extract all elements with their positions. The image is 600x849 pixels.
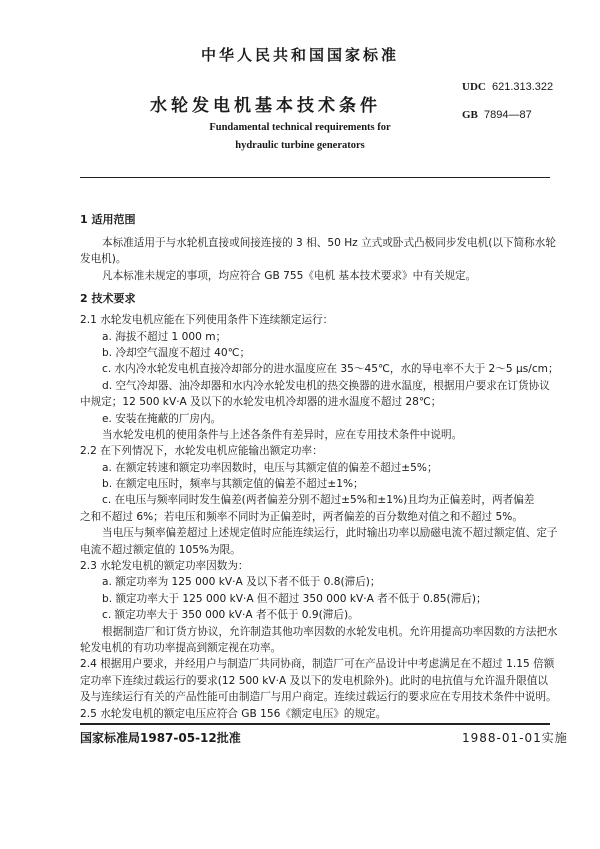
text-line: 定功率下连续过载运行的要求(12 500 kV·A 及以下的发电机除外)。此时的电抗值与允许温升限值以 bbox=[80, 674, 549, 687]
document-body bbox=[80, 205, 559, 722]
text-line: 轮发电机的有功功率提高到额定视在功率。 bbox=[80, 641, 282, 654]
footer-divider bbox=[80, 723, 550, 725]
text-line: d. 空气冷却器、油冷却器和水内冷水轮发电机的热交换器的进水温度，根据用户要求在订货协议 bbox=[102, 379, 550, 392]
text-line: b. 冷却空气温度不超过 40℃； bbox=[102, 346, 251, 359]
text-line: b. 在额定电压时，频率与其额定值的偏差不超过±1%； bbox=[102, 478, 364, 491]
issuing-authority: 中华人民共和国国家标准 bbox=[200, 46, 399, 64]
text-line: 电流不超过额定值的 105%为限。 bbox=[80, 543, 241, 556]
text-line: 本标准适用于与水轮机直接或间接连接的 3 相、50 Hz 立式或卧式凸极同步发电机(以下简称水轮 bbox=[102, 237, 556, 249]
gb-value: 7894—87 bbox=[484, 109, 532, 121]
gb-label: GB bbox=[462, 109, 478, 121]
effective-date: 1988-01-01实施 bbox=[462, 731, 568, 745]
english-title-line-1: Fundamental technical requirements for bbox=[209, 122, 391, 133]
text-line: a. 在额定转速和额定功率因数时，电压与其额定值的偏差不超过±5%； bbox=[102, 461, 438, 474]
document-title: 水轮发电机基本技术条件 bbox=[150, 96, 381, 116]
header-divider bbox=[80, 177, 550, 178]
approval-date: 国家标准局1987-05-12批准 bbox=[80, 731, 241, 745]
text-line: c. 在电压与频率同时发生偏差(两者偏差分别不超过±5%和±1%)且均为正偏差时，两者偏差 bbox=[102, 494, 535, 507]
section-heading: 1 适用范围 bbox=[80, 213, 136, 226]
text-line: 2.3 水轮发电机的额定功率因数为： bbox=[80, 560, 249, 573]
section-heading: 2 技术要求 bbox=[80, 292, 136, 306]
text-line: c. 额定功率大于 350 000 kV·A 者不低于 0.9(滞后)。 bbox=[102, 609, 359, 622]
text-line: 及与连续运行有关的产品性能可由制造厂与用户商定。连续过载运行的要求应在专用技术条件中说明。 bbox=[80, 691, 557, 704]
gb-code bbox=[462, 109, 532, 121]
text-line: 2.2 在下列情况下，水轮发电机应能输出额定功率： bbox=[80, 445, 323, 458]
text-line: 中规定；12 500 kV·A 及以下的水轮发电机冷却器的进水温度不超过 28℃； bbox=[80, 396, 442, 409]
text-line: 根据制造厂和订货方协议，允许制造其他功率因数的水轮发电机。允许用提高功率因数的方法把水 bbox=[102, 625, 558, 638]
text-line: 2.5 水轮发电机的额定电压应符合 GB 156《额定电压》的规定。 bbox=[80, 707, 387, 720]
udc-value: 621.313.322 bbox=[491, 81, 554, 93]
text-line: a. 额定功率为 125 000 kV·A 及以下者不低于 0.8(滞后)； bbox=[102, 576, 381, 589]
udc-label: UDC bbox=[462, 81, 486, 93]
udc-code bbox=[462, 81, 553, 93]
text-line: 当水轮发电机的使用条件与上述各条件有差异时，应在专用技术条件中说明。 bbox=[102, 428, 463, 441]
text-line: 之和不超过 6%；若电压和频率不同时为正偏差时，两者偏差的百分数绝对值之和不超过 5%。 bbox=[80, 510, 523, 523]
text-line: e. 安装在掩蔽的厂房内。 bbox=[102, 412, 222, 425]
english-title-line-2: hydraulic turbine generators bbox=[235, 140, 365, 151]
text-line: c. 水内冷水轮发电机直接冷却部分的进水温度应在 35～45℃，水的导电率不大于 2～5 μs/cm； bbox=[102, 363, 559, 376]
text-line: a. 海拔不超过 1 000 m； bbox=[102, 330, 227, 343]
text-line: 2.4 根据用户要求，并经用户与制造厂共同协商，制造厂可在产品设计中考虑满足在不超过 1.15 倍额 bbox=[80, 658, 555, 671]
text-line: 发电机)。 bbox=[80, 253, 127, 266]
text-line: 凡本标准未规定的事项，均应符合 GB 755《电机 基本技术要求》中有关规定。 bbox=[102, 269, 477, 282]
text-line: b. 额定功率大于 125 000 kV·A 但不超过 350 000 kV·A 者不低于 0.85(滞后)； bbox=[102, 592, 487, 605]
text-line: 2.1 水轮发电机应能在下列使用条件下连续额定运行： bbox=[80, 314, 334, 327]
text-line: 当电压与频率偏差超过上述规定值时应能连续运行，此时输出功率以励磁电流不超过额定值、定子 bbox=[102, 527, 558, 540]
